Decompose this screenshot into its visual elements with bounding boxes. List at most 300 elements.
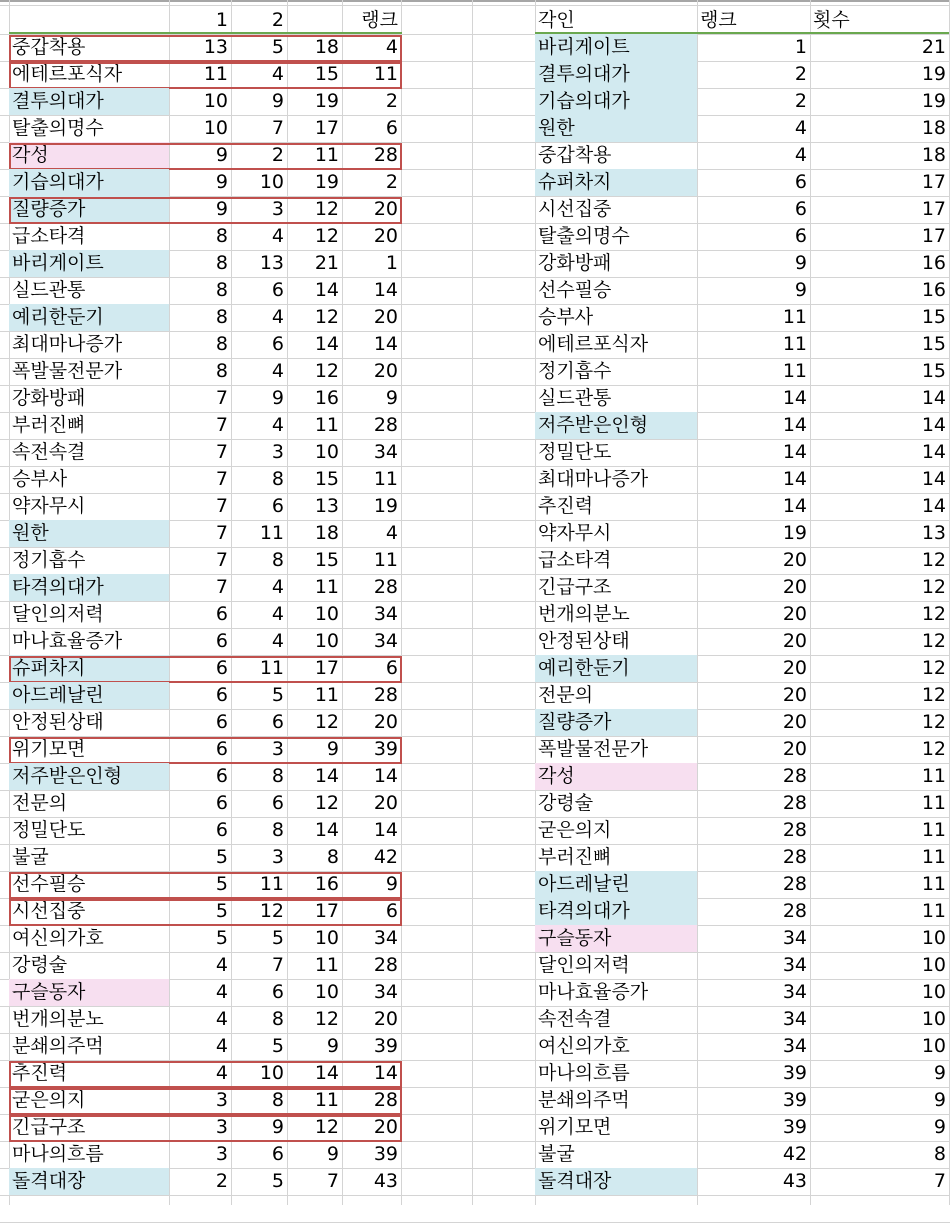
left-rank-cell[interactable]: 39 [373, 1035, 398, 1057]
left-rank-cell[interactable]: 20 [373, 225, 398, 247]
right-name-cell[interactable]: 추진력 [538, 495, 594, 517]
left-col2-cell[interactable]: 6 [271, 333, 284, 355]
left-name-cell[interactable]: 탈출의명수 [12, 117, 104, 139]
right-name-cell[interactable]: 질량증가 [535, 709, 697, 736]
right-rank-cell[interactable]: 39 [782, 1116, 807, 1138]
left-name-cell[interactable]: 예리한둔기 [9, 304, 169, 331]
right-rank-cell[interactable]: 20 [782, 684, 807, 706]
left-col1-cell[interactable]: 8 [215, 279, 228, 301]
left-total-cell[interactable]: 11 [314, 414, 339, 436]
left-header-cell[interactable]: 랭크 [361, 9, 398, 31]
left-name-cell[interactable]: 안정된상태 [12, 711, 104, 733]
left-col1-cell[interactable]: 9 [215, 198, 228, 220]
right-name-cell[interactable]: 슈퍼차지 [535, 169, 697, 196]
left-col1-cell[interactable]: 6 [215, 630, 228, 652]
left-col2-cell[interactable]: 8 [271, 1008, 284, 1030]
right-count-cell[interactable]: 19 [921, 63, 946, 85]
right-count-cell[interactable]: 11 [921, 873, 946, 895]
right-rank-cell[interactable]: 34 [782, 981, 807, 1003]
right-rank-cell[interactable]: 28 [782, 846, 807, 868]
left-header-cell[interactable] [287, 7, 342, 34]
right-rank-cell[interactable]: 6 [794, 198, 807, 220]
right-rank-cell[interactable]: 14 [782, 414, 807, 436]
left-total-cell[interactable]: 16 [314, 387, 339, 409]
right-count-cell[interactable]: 14 [921, 495, 946, 517]
left-col2-cell[interactable]: 4 [271, 225, 284, 247]
left-col1-cell[interactable]: 3 [215, 1116, 228, 1138]
left-rank-cell[interactable]: 42 [373, 846, 398, 868]
left-col2-cell[interactable]: 4 [271, 63, 284, 85]
left-total-cell[interactable]: 18 [314, 522, 339, 544]
left-name-cell[interactable]: 전문의 [12, 792, 68, 814]
right-rank-cell[interactable]: 20 [782, 549, 807, 571]
left-name-cell[interactable]: 원한 [9, 520, 169, 547]
right-name-cell[interactable]: 기습의대가 [535, 88, 697, 115]
left-header-cell[interactable] [9, 7, 169, 34]
left-name-cell[interactable]: 강화방패 [12, 387, 86, 409]
right-count-cell[interactable]: 12 [921, 576, 946, 598]
left-rank-cell[interactable]: 20 [373, 1008, 398, 1030]
right-count-cell[interactable]: 18 [921, 144, 946, 166]
left-col1-cell[interactable]: 6 [215, 684, 228, 706]
left-name-cell[interactable]: 각성 [9, 142, 169, 169]
right-count-cell[interactable]: 8 [933, 1143, 946, 1165]
right-count-cell[interactable]: 15 [921, 306, 946, 328]
left-rank-cell[interactable]: 11 [373, 63, 398, 85]
left-rank-cell[interactable]: 4 [385, 522, 398, 544]
left-rank-cell[interactable]: 14 [373, 1062, 398, 1084]
right-rank-cell[interactable]: 6 [794, 171, 807, 193]
left-col2-cell[interactable]: 9 [271, 1116, 284, 1138]
right-name-cell[interactable]: 돌격대장 [535, 1168, 697, 1195]
left-name-cell[interactable]: 결투의대가 [9, 88, 169, 115]
left-total-cell[interactable]: 14 [314, 333, 339, 355]
left-total-cell[interactable]: 17 [314, 900, 339, 922]
right-rank-cell[interactable]: 28 [782, 900, 807, 922]
left-col2-cell[interactable]: 3 [271, 441, 284, 463]
left-col2-cell[interactable]: 8 [271, 765, 284, 787]
right-rank-cell[interactable]: 6 [794, 225, 807, 247]
right-count-cell[interactable]: 12 [921, 657, 946, 679]
left-total-cell[interactable]: 11 [314, 144, 339, 166]
right-count-cell[interactable]: 12 [921, 630, 946, 652]
left-total-cell[interactable]: 14 [314, 279, 339, 301]
right-name-cell[interactable]: 강령술 [538, 792, 594, 814]
left-col2-cell[interactable]: 11 [259, 873, 284, 895]
left-total-cell[interactable]: 9 [326, 1035, 339, 1057]
right-count-cell[interactable]: 12 [921, 603, 946, 625]
left-col2-cell[interactable]: 5 [271, 684, 284, 706]
left-total-cell[interactable]: 10 [314, 630, 339, 652]
right-rank-cell[interactable]: 20 [782, 738, 807, 760]
left-rank-cell[interactable]: 28 [373, 414, 398, 436]
left-col1-cell[interactable]: 4 [215, 1062, 228, 1084]
left-col2-cell[interactable]: 9 [271, 387, 284, 409]
right-name-cell[interactable]: 마나의흐름 [538, 1062, 630, 1084]
right-header-cell[interactable]: 랭크 [700, 9, 737, 31]
right-count-cell[interactable]: 9 [933, 1089, 946, 1111]
left-col1-cell[interactable]: 9 [215, 171, 228, 193]
left-col2-cell[interactable]: 4 [271, 360, 284, 382]
left-rank-cell[interactable]: 14 [373, 765, 398, 787]
left-col2-cell[interactable]: 2 [271, 144, 284, 166]
right-rank-cell[interactable]: 42 [782, 1143, 807, 1165]
left-name-cell[interactable]: 아드레날린 [9, 682, 169, 709]
right-count-cell[interactable]: 12 [921, 711, 946, 733]
left-col1-cell[interactable]: 7 [215, 414, 228, 436]
left-total-cell[interactable]: 14 [314, 765, 339, 787]
left-total-cell[interactable]: 15 [314, 549, 339, 571]
left-name-cell[interactable]: 마나효율증가 [12, 630, 123, 652]
left-col1-cell[interactable]: 10 [203, 117, 228, 139]
left-name-cell[interactable]: 돌격대장 [9, 1168, 169, 1195]
left-name-cell[interactable]: 기습의대가 [9, 169, 169, 196]
left-col2-cell[interactable]: 5 [271, 36, 284, 58]
right-count-cell[interactable]: 11 [921, 819, 946, 841]
left-col2-cell[interactable]: 5 [271, 1035, 284, 1057]
left-total-cell[interactable]: 12 [314, 711, 339, 733]
left-col1-cell[interactable]: 8 [215, 306, 228, 328]
right-name-cell[interactable]: 원한 [535, 115, 697, 142]
left-rank-cell[interactable]: 34 [373, 981, 398, 1003]
right-name-cell[interactable]: 급소타격 [538, 549, 612, 571]
left-name-cell[interactable]: 굳은의지 [12, 1089, 86, 1111]
left-name-cell[interactable]: 분쇄의주먹 [12, 1035, 104, 1057]
left-name-cell[interactable]: 슈퍼차지 [9, 655, 169, 682]
right-rank-cell[interactable]: 11 [782, 333, 807, 355]
left-col2-cell[interactable]: 7 [271, 117, 284, 139]
left-col2-cell[interactable]: 4 [271, 576, 284, 598]
right-name-cell[interactable]: 시선집중 [538, 198, 612, 220]
left-name-cell[interactable]: 폭발물전문가 [12, 360, 123, 382]
left-col2-cell[interactable]: 4 [271, 630, 284, 652]
right-header-cell[interactable]: 각인 [538, 9, 575, 31]
left-rank-cell[interactable]: 39 [373, 1143, 398, 1165]
right-name-cell[interactable]: 속전속결 [538, 1008, 612, 1030]
left-col1-cell[interactable]: 4 [215, 1008, 228, 1030]
left-rank-cell[interactable]: 19 [373, 495, 398, 517]
right-name-cell[interactable]: 번개의분노 [538, 603, 630, 625]
left-col1-cell[interactable]: 8 [215, 333, 228, 355]
right-count-cell[interactable]: 15 [921, 360, 946, 382]
left-total-cell[interactable]: 15 [314, 468, 339, 490]
left-name-cell[interactable]: 실드관통 [12, 279, 86, 301]
right-name-cell[interactable]: 정밀단도 [538, 441, 612, 463]
right-name-cell[interactable]: 정기흡수 [538, 360, 612, 382]
right-rank-cell[interactable]: 39 [782, 1062, 807, 1084]
right-name-cell[interactable]: 타격의대가 [535, 898, 697, 925]
right-name-cell[interactable]: 탈출의명수 [538, 225, 630, 247]
right-count-cell[interactable]: 15 [921, 333, 946, 355]
right-name-cell[interactable]: 마나효율증가 [538, 981, 649, 1003]
left-col2-cell[interactable]: 4 [271, 414, 284, 436]
left-name-cell[interactable]: 여신의가호 [12, 927, 104, 949]
left-col1-cell[interactable]: 5 [215, 846, 228, 868]
left-rank-cell[interactable]: 20 [373, 198, 398, 220]
left-col1-cell[interactable]: 4 [215, 981, 228, 1003]
right-rank-cell[interactable]: 28 [782, 819, 807, 841]
left-total-cell[interactable]: 11 [314, 1089, 339, 1111]
left-total-cell[interactable]: 9 [326, 1143, 339, 1165]
left-total-cell[interactable]: 17 [314, 657, 339, 679]
right-count-cell[interactable]: 16 [921, 252, 946, 274]
left-col2-cell[interactable]: 10 [259, 171, 284, 193]
right-name-cell[interactable]: 에테르포식자 [538, 333, 649, 355]
right-rank-cell[interactable]: 14 [782, 441, 807, 463]
left-total-cell[interactable]: 12 [314, 306, 339, 328]
right-count-cell[interactable]: 14 [921, 441, 946, 463]
left-rank-cell[interactable]: 9 [385, 387, 398, 409]
left-col1-cell[interactable]: 7 [215, 576, 228, 598]
left-col1-cell[interactable]: 4 [215, 1035, 228, 1057]
right-count-cell[interactable]: 12 [921, 549, 946, 571]
right-count-cell[interactable]: 17 [921, 225, 946, 247]
left-rank-cell[interactable]: 11 [373, 468, 398, 490]
left-col2-cell[interactable]: 6 [271, 792, 284, 814]
left-col2-cell[interactable]: 6 [271, 1143, 284, 1165]
left-name-cell[interactable]: 승부사 [12, 468, 68, 490]
right-name-cell[interactable]: 불굴 [538, 1143, 575, 1165]
right-rank-cell[interactable]: 2 [794, 90, 807, 112]
left-col2-cell[interactable]: 13 [259, 252, 284, 274]
left-total-cell[interactable]: 11 [314, 684, 339, 706]
left-rank-cell[interactable]: 6 [385, 657, 398, 679]
right-header-cell[interactable]: 횟수 [813, 9, 850, 31]
right-name-cell[interactable]: 달인의저력 [538, 954, 630, 976]
left-col1-cell[interactable]: 5 [215, 873, 228, 895]
right-count-cell[interactable]: 10 [921, 927, 946, 949]
right-name-cell[interactable]: 각성 [535, 763, 697, 790]
right-name-cell[interactable]: 위기모면 [538, 1116, 612, 1138]
left-col1-cell[interactable]: 6 [215, 738, 228, 760]
left-name-cell[interactable]: 달인의저력 [12, 603, 104, 625]
right-count-cell[interactable]: 11 [921, 900, 946, 922]
left-total-cell[interactable]: 10 [314, 927, 339, 949]
right-count-cell[interactable]: 11 [921, 846, 946, 868]
right-count-cell[interactable]: 10 [921, 954, 946, 976]
left-col2-cell[interactable]: 9 [271, 90, 284, 112]
left-col1-cell[interactable]: 4 [215, 954, 228, 976]
right-rank-cell[interactable]: 9 [794, 252, 807, 274]
right-count-cell[interactable]: 18 [921, 117, 946, 139]
left-col2-cell[interactable]: 8 [271, 819, 284, 841]
right-rank-cell[interactable]: 14 [782, 387, 807, 409]
left-col1-cell[interactable]: 8 [215, 225, 228, 247]
right-name-cell[interactable]: 전문의 [538, 684, 594, 706]
right-rank-cell[interactable]: 9 [794, 279, 807, 301]
right-rank-cell[interactable]: 34 [782, 954, 807, 976]
left-total-cell[interactable]: 14 [314, 1062, 339, 1084]
left-col2-cell[interactable]: 7 [271, 954, 284, 976]
right-count-cell[interactable]: 9 [933, 1062, 946, 1084]
left-col1-cell[interactable]: 8 [215, 360, 228, 382]
left-name-cell[interactable]: 약자무시 [12, 495, 86, 517]
right-rank-cell[interactable]: 28 [782, 765, 807, 787]
left-col2-cell[interactable]: 4 [271, 603, 284, 625]
left-col2-cell[interactable]: 12 [259, 900, 284, 922]
left-col1-cell[interactable]: 10 [203, 90, 228, 112]
right-count-cell[interactable]: 9 [933, 1116, 946, 1138]
left-col1-cell[interactable]: 7 [215, 549, 228, 571]
left-total-cell[interactable]: 12 [314, 225, 339, 247]
left-name-cell[interactable]: 번개의분노 [12, 1008, 104, 1030]
right-name-cell[interactable]: 안정된상태 [538, 630, 630, 652]
left-rank-cell[interactable]: 34 [373, 927, 398, 949]
left-rank-cell[interactable]: 2 [385, 90, 398, 112]
left-rank-cell[interactable]: 6 [385, 117, 398, 139]
left-total-cell[interactable]: 21 [314, 252, 339, 274]
right-count-cell[interactable]: 10 [921, 1035, 946, 1057]
left-rank-cell[interactable]: 28 [373, 576, 398, 598]
left-rank-cell[interactable]: 6 [385, 900, 398, 922]
left-col1-cell[interactable]: 6 [215, 792, 228, 814]
left-col1-cell[interactable]: 7 [215, 468, 228, 490]
left-col2-cell[interactable]: 11 [259, 657, 284, 679]
left-col1-cell[interactable]: 7 [215, 522, 228, 544]
right-rank-cell[interactable]: 4 [794, 117, 807, 139]
right-count-cell[interactable]: 12 [921, 684, 946, 706]
right-count-cell[interactable]: 17 [921, 171, 946, 193]
left-col2-cell[interactable]: 8 [271, 549, 284, 571]
left-col1-cell[interactable]: 7 [215, 495, 228, 517]
left-col2-cell[interactable]: 4 [271, 306, 284, 328]
right-name-cell[interactable]: 강화방패 [538, 252, 612, 274]
left-rank-cell[interactable]: 28 [373, 144, 398, 166]
left-col2-cell[interactable]: 6 [271, 495, 284, 517]
right-rank-cell[interactable]: 14 [782, 495, 807, 517]
left-total-cell[interactable]: 12 [314, 1008, 339, 1030]
left-rank-cell[interactable]: 28 [373, 684, 398, 706]
left-rank-cell[interactable]: 14 [373, 333, 398, 355]
left-total-cell[interactable]: 17 [314, 117, 339, 139]
right-name-cell[interactable]: 구슬동자 [535, 925, 697, 952]
right-rank-cell[interactable]: 11 [782, 360, 807, 382]
right-count-cell[interactable]: 7 [933, 1170, 946, 1192]
right-name-cell[interactable]: 결투의대가 [535, 61, 697, 88]
right-name-cell[interactable]: 긴급구조 [538, 576, 612, 598]
right-name-cell[interactable]: 굳은의지 [538, 819, 612, 841]
left-col2-cell[interactable]: 3 [271, 198, 284, 220]
right-name-cell[interactable]: 승부사 [538, 306, 594, 328]
right-count-cell[interactable]: 11 [921, 792, 946, 814]
left-col1-cell[interactable]: 3 [215, 1089, 228, 1111]
left-name-cell[interactable]: 시선집중 [12, 900, 86, 922]
left-name-cell[interactable]: 질량증가 [9, 196, 169, 223]
right-count-cell[interactable]: 14 [921, 468, 946, 490]
left-col1-cell[interactable]: 5 [215, 900, 228, 922]
left-col1-cell[interactable]: 9 [215, 144, 228, 166]
right-count-cell[interactable]: 19 [921, 90, 946, 112]
left-total-cell[interactable]: 10 [314, 603, 339, 625]
right-count-cell[interactable]: 21 [921, 36, 946, 58]
left-col1-cell[interactable]: 11 [203, 63, 228, 85]
left-total-cell[interactable]: 12 [314, 792, 339, 814]
left-total-cell[interactable]: 9 [326, 738, 339, 760]
right-count-cell[interactable]: 10 [921, 1008, 946, 1030]
left-rank-cell[interactable]: 20 [373, 1116, 398, 1138]
left-rank-cell[interactable]: 14 [373, 819, 398, 841]
right-name-cell[interactable]: 중갑착용 [538, 144, 612, 166]
left-col1-cell[interactable]: 7 [215, 387, 228, 409]
left-col2-cell[interactable]: 3 [271, 738, 284, 760]
left-col2-cell[interactable]: 3 [271, 846, 284, 868]
right-rank-cell[interactable]: 20 [782, 576, 807, 598]
left-total-cell[interactable]: 14 [314, 819, 339, 841]
right-name-cell[interactable]: 예리한둔기 [535, 655, 697, 682]
left-name-cell[interactable]: 바리게이트 [9, 250, 169, 277]
right-rank-cell[interactable]: 34 [782, 1035, 807, 1057]
right-name-cell[interactable]: 아드레날린 [535, 871, 697, 898]
left-name-cell[interactable]: 중갑착용 [12, 36, 86, 58]
left-col2-cell[interactable]: 6 [271, 279, 284, 301]
left-rank-cell[interactable]: 1 [385, 252, 398, 274]
left-total-cell[interactable]: 16 [314, 873, 339, 895]
left-total-cell[interactable]: 15 [314, 63, 339, 85]
left-rank-cell[interactable]: 20 [373, 711, 398, 733]
left-total-cell[interactable]: 13 [314, 495, 339, 517]
left-name-cell[interactable]: 속전속결 [12, 441, 86, 463]
left-col2-cell[interactable]: 8 [271, 1089, 284, 1111]
right-name-cell[interactable]: 저주받은인형 [535, 412, 697, 439]
left-name-cell[interactable]: 부러진뼈 [12, 414, 86, 436]
left-col2-cell[interactable]: 11 [259, 522, 284, 544]
left-rank-cell[interactable]: 9 [385, 873, 398, 895]
right-name-cell[interactable]: 분쇄의주먹 [538, 1089, 630, 1111]
left-name-cell[interactable]: 에테르포식자 [12, 63, 123, 85]
left-name-cell[interactable]: 정밀단도 [12, 819, 86, 841]
left-rank-cell[interactable]: 34 [373, 441, 398, 463]
left-col1-cell[interactable]: 8 [215, 252, 228, 274]
left-col1-cell[interactable]: 6 [215, 819, 228, 841]
right-rank-cell[interactable]: 4 [794, 144, 807, 166]
left-col1-cell[interactable]: 6 [215, 711, 228, 733]
left-rank-cell[interactable]: 20 [373, 360, 398, 382]
left-total-cell[interactable]: 11 [314, 954, 339, 976]
left-rank-cell[interactable]: 28 [373, 1089, 398, 1111]
left-col2-cell[interactable]: 5 [271, 927, 284, 949]
right-rank-cell[interactable]: 20 [782, 603, 807, 625]
left-col1-cell[interactable]: 7 [215, 441, 228, 463]
left-name-cell[interactable]: 정기흡수 [12, 549, 86, 571]
right-count-cell[interactable]: 16 [921, 279, 946, 301]
left-total-cell[interactable]: 10 [314, 981, 339, 1003]
right-count-cell[interactable]: 14 [921, 414, 946, 436]
left-col1-cell[interactable]: 6 [215, 657, 228, 679]
left-total-cell[interactable]: 19 [314, 171, 339, 193]
left-name-cell[interactable]: 추진력 [12, 1062, 68, 1084]
left-total-cell[interactable]: 18 [314, 36, 339, 58]
left-col1-cell[interactable]: 13 [203, 36, 228, 58]
left-col1-cell[interactable]: 6 [215, 603, 228, 625]
left-header-cell[interactable]: 2 [271, 9, 284, 31]
left-rank-cell[interactable]: 43 [373, 1170, 398, 1192]
left-col2-cell[interactable]: 10 [259, 1062, 284, 1084]
right-name-cell[interactable]: 약자무시 [538, 522, 612, 544]
left-name-cell[interactable]: 강령술 [12, 954, 68, 976]
left-name-cell[interactable]: 저주받은인형 [9, 763, 169, 790]
left-name-cell[interactable]: 선수필승 [12, 873, 86, 895]
right-name-cell[interactable]: 여신의가호 [538, 1035, 630, 1057]
right-rank-cell[interactable]: 20 [782, 711, 807, 733]
right-rank-cell[interactable]: 28 [782, 792, 807, 814]
right-rank-cell[interactable]: 11 [782, 306, 807, 328]
left-rank-cell[interactable]: 2 [385, 171, 398, 193]
right-rank-cell[interactable]: 28 [782, 873, 807, 895]
right-rank-cell[interactable]: 20 [782, 657, 807, 679]
right-count-cell[interactable]: 11 [921, 765, 946, 787]
right-rank-cell[interactable]: 34 [782, 1008, 807, 1030]
right-rank-cell[interactable]: 1 [794, 36, 807, 58]
